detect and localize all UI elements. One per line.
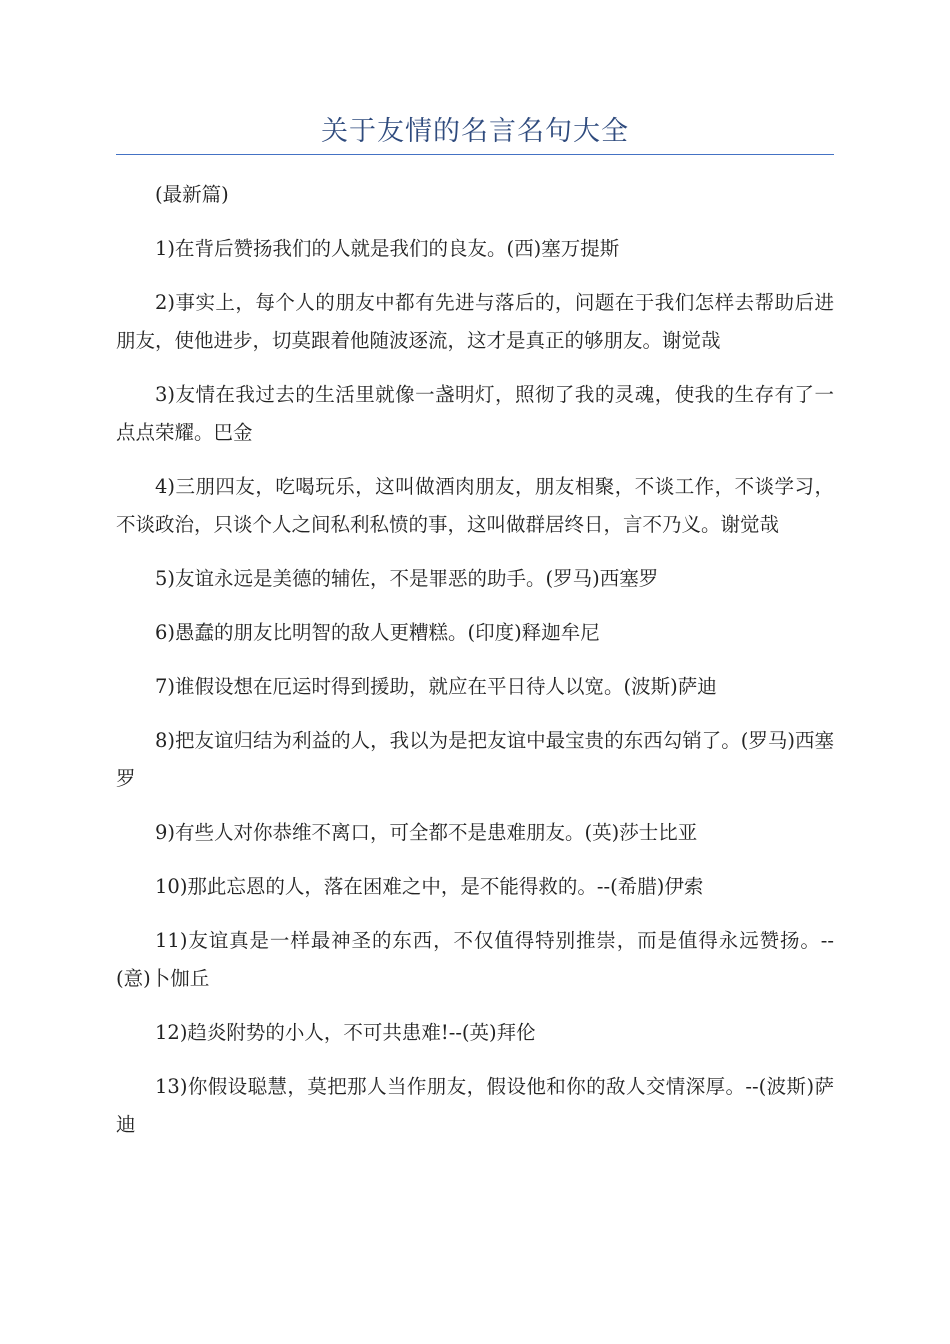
- quote-paragraph: 8)把友谊归结为利益的人，我以为是把友谊中最宝贵的东西勾销了。(罗马)西塞罗: [116, 729, 834, 790]
- quote-paragraph: 5)友谊永远是美德的辅佐，不是罪恶的助手。(罗马)西塞罗: [155, 567, 659, 590]
- quote-paragraph: 11)友谊真是一样最神圣的东西，不仅值得特别推崇，而是值得永远赞扬。--(意)卜伽丘: [116, 929, 834, 990]
- quote-paragraph: 4)三朋四友，吃喝玩乐，这叫做酒肉朋友，朋友相聚，不谈工作，不谈学习，不谈政治，只谈个人之间私利私愤的事，这叫做群居终日，言不乃义。谢觉哉: [116, 475, 834, 536]
- quote-paragraph: 12)趋炎附势的小人，不可共患难!--(英)拜伦: [155, 1021, 536, 1044]
- title-underline: [116, 154, 834, 155]
- quote-paragraph: 7)谁假设想在厄运时得到援助，就应在平日待人以宽。(波斯)萨迪: [155, 675, 717, 698]
- quote-paragraph: 2)事实上，每个人的朋友中都有先进与落后的，问题在于我们怎样去帮助后进朋友，使他进步，切莫跟着他随波逐流，这才是真正的够朋友。谢觉哉: [116, 291, 834, 352]
- quote-paragraph: 6)愚蠢的朋友比明智的敌人更糟糕。(印度)释迦牟尼: [155, 621, 600, 644]
- paragraph-subtitle: (最新篇): [155, 183, 229, 206]
- quote-paragraph: 9)有些人对你恭维不离口，可全都不是患难朋友。(英)莎士比亚: [155, 821, 698, 844]
- quote-paragraph: 13)你假设聪慧，莫把那人当作朋友，假设他和你的敌人交情深厚。--(波斯)萨迪: [116, 1075, 834, 1136]
- page-title: 关于友情的名言名句大全: [321, 116, 629, 147]
- quote-paragraph: 10)那此忘恩的人，落在困难之中，是不能得救的。--(希腊)伊索: [155, 875, 704, 898]
- quote-paragraph: 3)友情在我过去的生活里就像一盏明灯，照彻了我的灵魂，使我的生存有了一点点荣耀。巴金: [116, 383, 834, 444]
- quote-paragraph: 1)在背后赞扬我们的人就是我们的良友。(西)塞万提斯: [155, 237, 620, 260]
- document-body: [116, 176, 834, 1160]
